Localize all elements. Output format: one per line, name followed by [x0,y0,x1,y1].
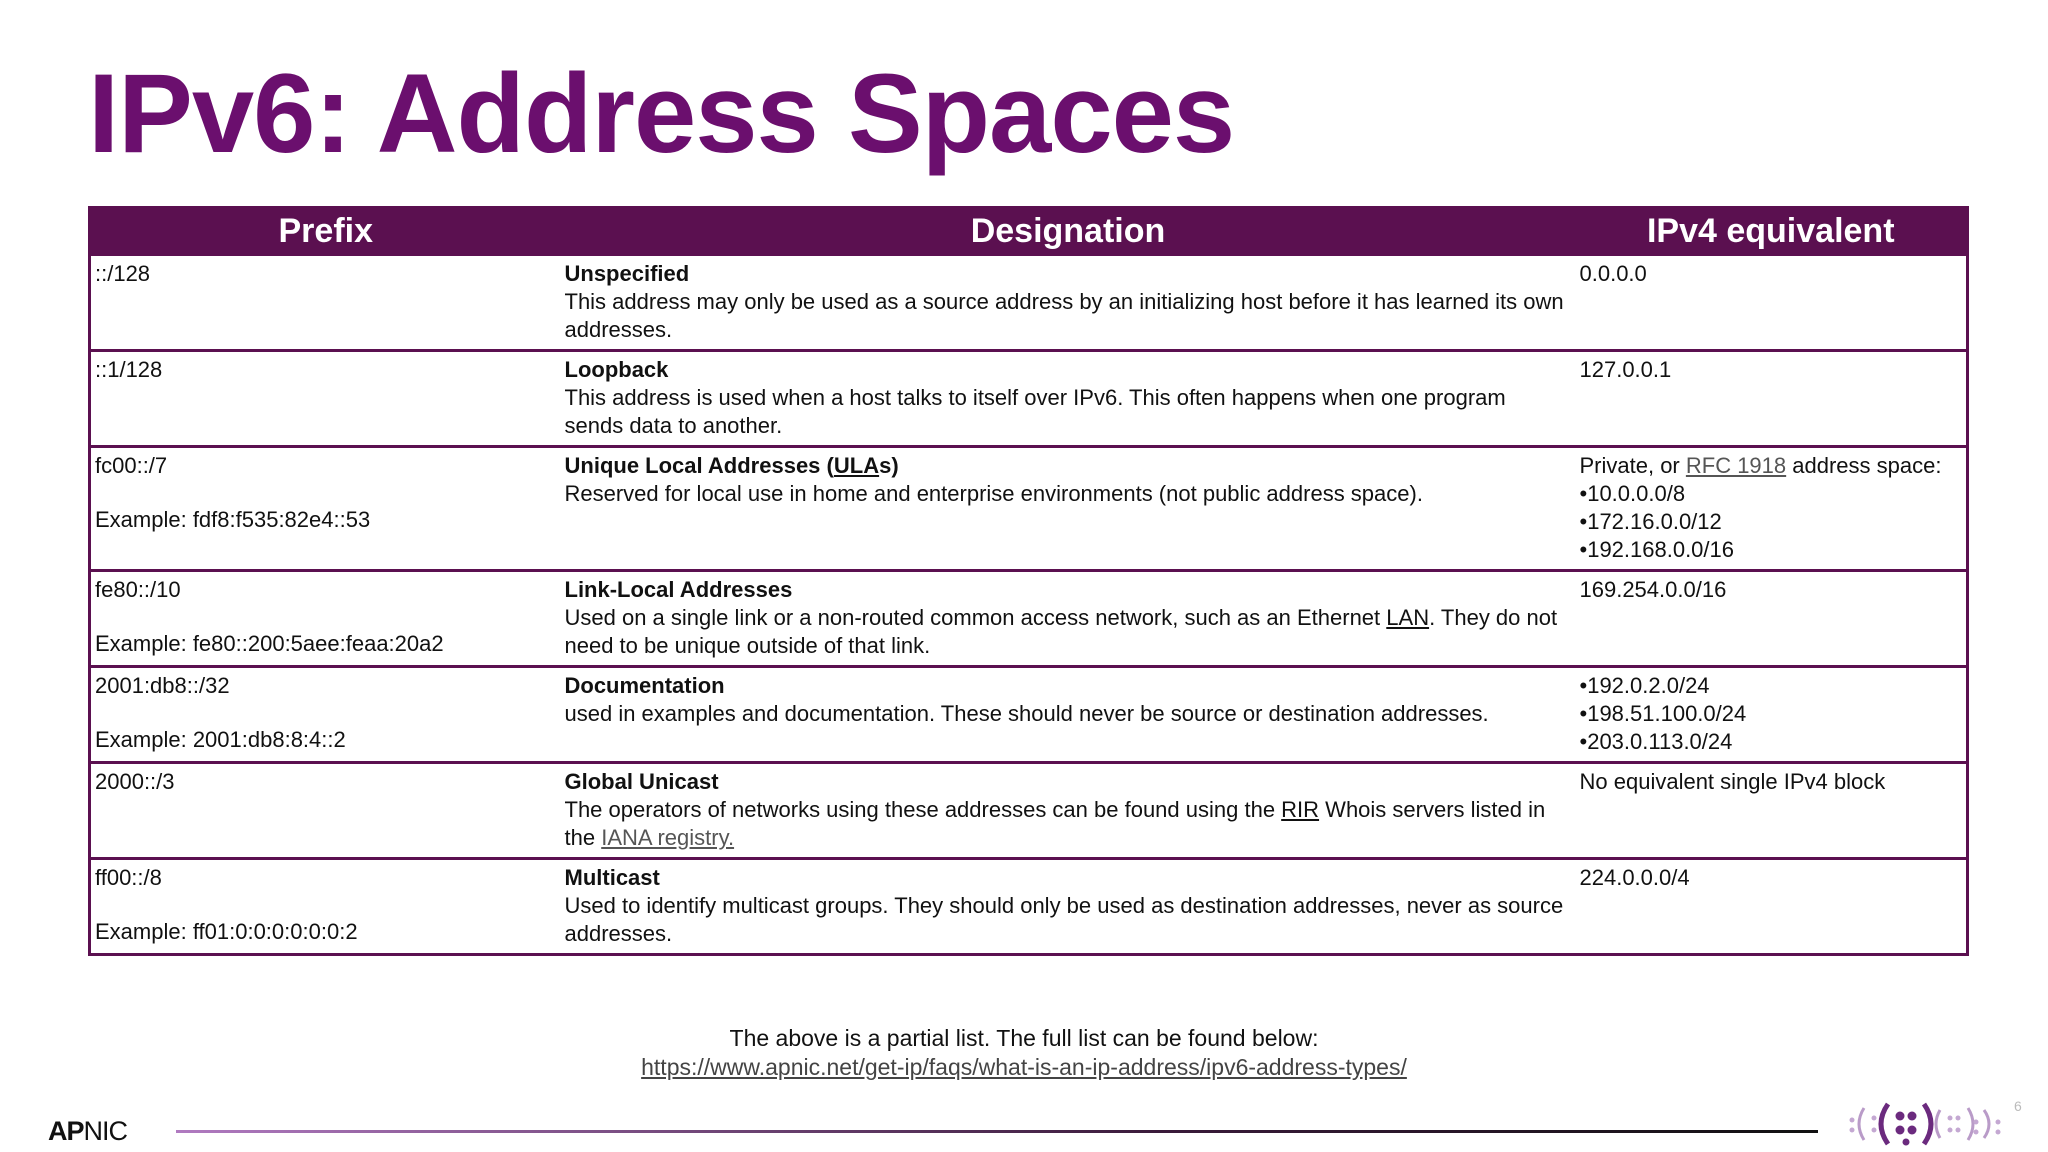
table-row [90,859,1968,955]
table-row [90,351,1968,447]
iana-registry-link[interactable]: IANA registry. [601,825,735,850]
prefix-value: ::1/128 [95,357,163,382]
lan-link[interactable]: LAN [1386,605,1430,630]
designation-text: used in examples and documentation. These should never be source or destination addresses. [564,701,1489,726]
rir-link[interactable]: RIR [1281,797,1320,822]
footer-url-link[interactable]: https://www.apnic.net/get-ip/faqs/what-is-an-ip-address/ipv6-address-types/ [641,1054,1407,1080]
address-spaces-table [88,206,1969,956]
designation-title-suffix: s) [879,453,899,478]
prefix-cell [90,256,561,351]
header-prefix: Prefix [90,206,561,256]
ipv4-cell [1576,859,1968,955]
designation-title: Documentation [564,673,725,698]
apnic-logo-bold: AP [48,1116,84,1146]
ipv4-intro [1580,452,1961,480]
designation-text-part: Whois servers listed in the [564,797,1546,850]
ipv4-cell [1576,763,1968,859]
prefix-value: 2000::/3 [95,769,175,794]
ipv4-list-item: •203.0.113.0/24 [1579,729,1733,754]
prefix-value: fe80::/10 [95,577,181,602]
apnic-logo-rest: NIC [83,1116,128,1146]
designation-cell [561,447,1576,571]
prefix-cell [90,763,561,859]
page-number: 6 [2014,1098,2022,1114]
designation-text-part: Used on a single link or a non-routed common access network, such as an Ethernet [564,605,1387,630]
designation-title: Global Unicast [564,769,719,794]
prefix-cell [90,859,561,955]
header-designation: Designation [561,206,1576,256]
designation-text-part: The operators of networks using these addresses can be found using the [564,797,1282,822]
prefix-example: Example: ff01:0:0:0:0:0:0:2 [95,919,358,944]
ipv4-list-item: •10.0.0.0/8 [1579,481,1686,506]
ipv4-cell [1576,571,1968,667]
designation-text: Used to identify multicast groups. They should only be used as destination addresses, never as source addresses. [564,893,1564,946]
ipv4-cell [1576,256,1968,351]
prefix-cell [90,447,561,571]
designation-title [565,452,1570,480]
prefix-value: fc00::/7 [95,453,168,478]
designation-cell [561,351,1576,447]
designation-text: This address may only be used as a source address by an initializing host before it has learned its own addresses. [564,289,1564,342]
designation-text: This address is used when a host talks to itself over IPv6. This often happens when one program sends data to another. [564,385,1506,438]
ipv4-value: 169.254.0.0/16 [1579,577,1727,602]
ipv4-intro-text: Private, or [1579,453,1686,478]
designation-text-part: . They do not need to be unique outside of that link. [564,605,1558,658]
designation-text: Reserved for local use in home and enterprise environments (not public address space). [564,481,1423,506]
header-ipv4-equivalent: IPv4 equivalent [1576,206,1968,256]
ipv4-intro-suffix: address space: [1786,453,1942,478]
prefix-cell [90,351,561,447]
slide-title: IPv6: Address Spaces [88,51,1235,176]
table-row [90,763,1968,859]
apnic-dots-logo-icon [1848,1100,2004,1148]
designation-title: Unspecified [564,261,690,286]
ipv4-list-item: •192.0.2.0/24 [1579,673,1710,698]
ipv4-list-item: •198.51.100.0/24 [1579,701,1747,726]
ipv4-value: 224.0.0.0/4 [1579,865,1690,890]
table-header-row [90,206,1968,256]
ipv4-value: 127.0.0.1 [1579,357,1672,382]
table-row [90,667,1968,763]
apnic-logo [48,1116,127,1147]
prefix-cell [90,571,561,667]
designation-title: Loopback [564,357,669,382]
ipv4-cell [1576,447,1968,571]
prefix-cell [90,667,561,763]
designation-cell [561,571,1576,667]
prefix-value: 2001:db8::/32 [95,673,230,698]
rfc-1918-link[interactable]: RFC 1918 [1685,453,1787,478]
designation-text [565,796,1570,852]
designation-title: Multicast [564,865,660,890]
ipv4-cell [1576,351,1968,447]
designation-text [565,604,1570,660]
prefix-example: Example: 2001:db8:8:4::2 [95,727,346,752]
prefix-example: Example: fdf8:f535:82e4::53 [95,507,371,532]
designation-cell [561,667,1576,763]
ipv4-cell [1576,667,1968,763]
designation-title: Link-Local Addresses [564,577,793,602]
table-row [90,571,1968,667]
ula-link[interactable]: ULA [833,453,880,478]
prefix-example: Example: fe80::200:5aee:feaa:20a2 [95,631,444,656]
ipv4-value: No equivalent single IPv4 block [1579,769,1886,794]
table-row [90,447,1968,571]
prefix-value: ff00::/8 [95,865,162,890]
designation-cell [561,763,1576,859]
designation-cell [561,256,1576,351]
designation-cell [561,859,1576,955]
prefix-value: ::/128 [95,261,151,286]
ipv4-list-item: •192.168.0.0/16 [1579,537,1735,562]
designation-title-text: Unique Local Addresses ( [564,453,834,478]
ipv4-value: 0.0.0.0 [1579,261,1647,286]
footer-note [0,1024,2048,1082]
footer-divider [176,1130,1818,1133]
ipv4-list-item: •172.16.0.0/12 [1579,509,1722,534]
footer-note-text: The above is a partial list. The full list can be found below: [729,1025,1319,1051]
table-row [90,256,1968,351]
